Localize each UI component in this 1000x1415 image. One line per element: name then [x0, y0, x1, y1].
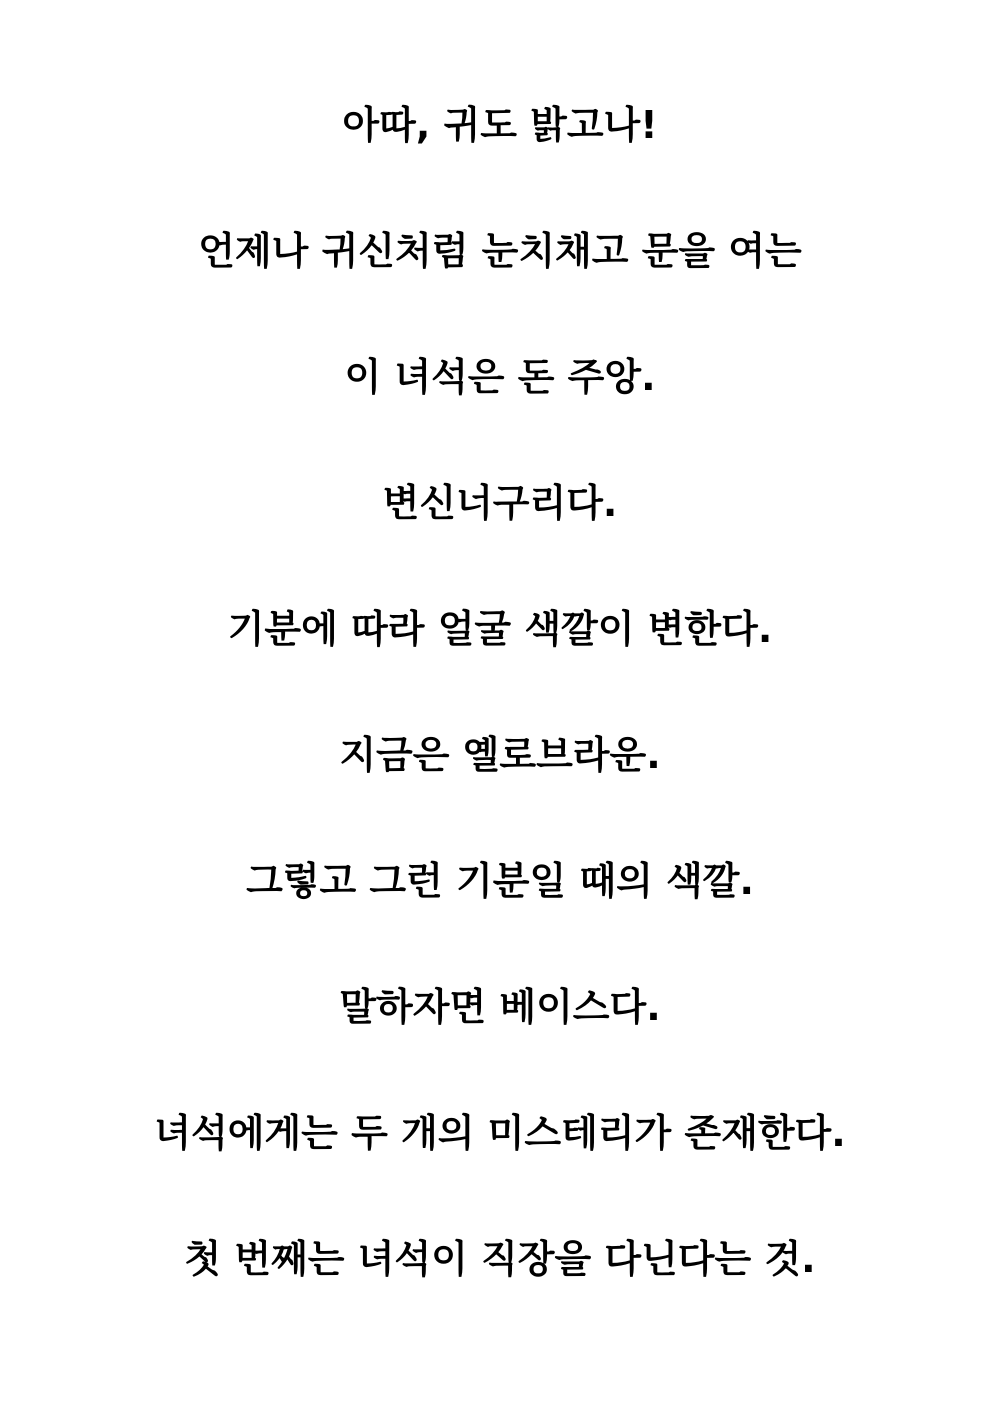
text-line-7: 그렇고 그런 기분일 때의 색깔. [246, 859, 754, 903]
text-line-8: 말하자면 베이스다. [339, 985, 661, 1029]
text-line-3: 이 녀석은 돈 주앙. [344, 355, 656, 399]
text-line-1: 아따, 귀도 밝고나! [342, 103, 658, 147]
text-line-6: 지금은 옐로브라운. [339, 733, 661, 777]
text-line-10: 첫 번째는 녀석이 직장을 다닌다는 것. [184, 1237, 816, 1281]
text-line-4: 변신너구리다. [382, 481, 618, 525]
text-line-9: 녀석에게는 두 개의 미스테리가 존재한다. [154, 1111, 846, 1155]
text-line-2: 언제나 귀신처럼 눈치채고 문을 여는 [198, 229, 802, 273]
text-line-5: 기분에 따라 얼굴 색깔이 변한다. [227, 607, 773, 651]
